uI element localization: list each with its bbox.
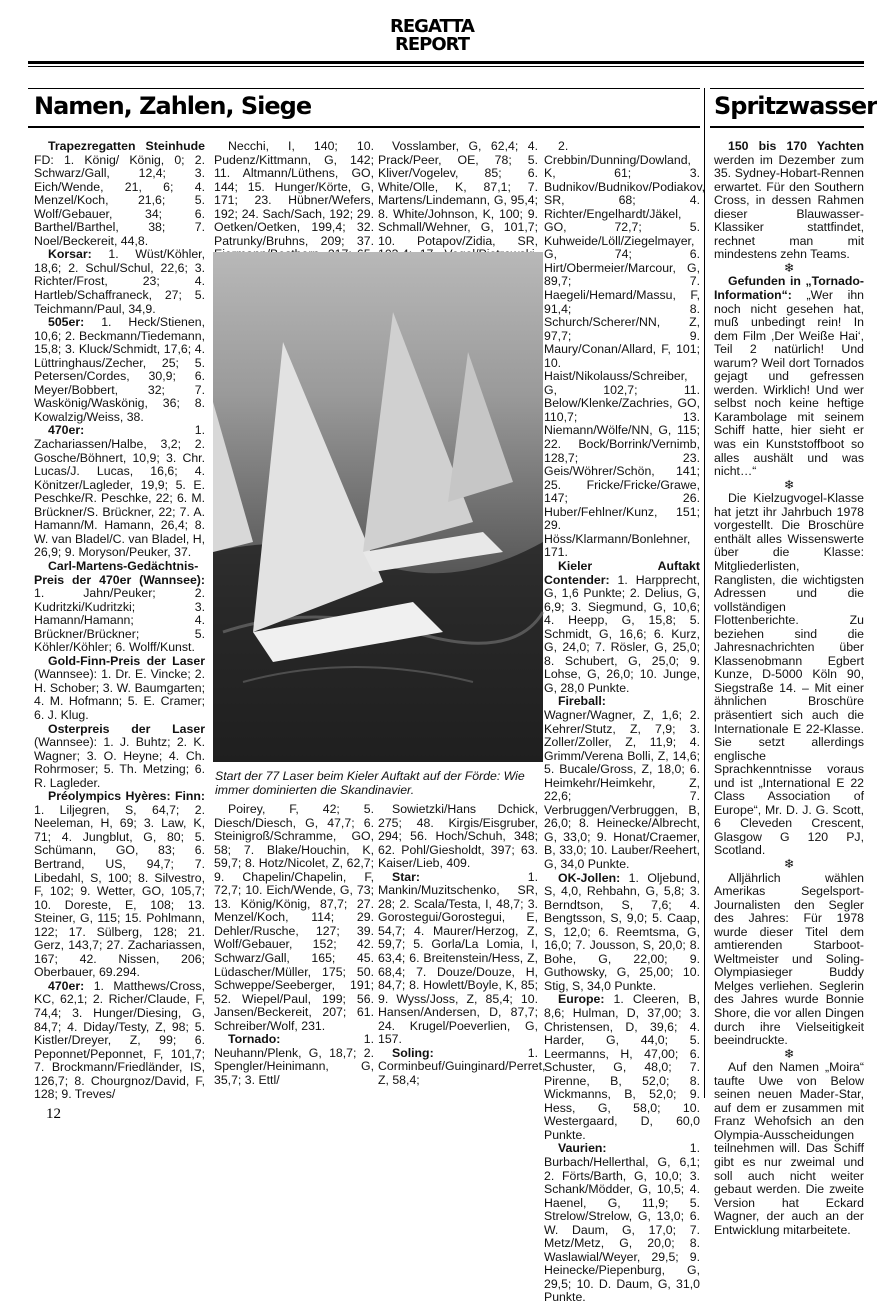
paragraph <box>714 1061 864 1237</box>
headline-underline-left <box>28 126 700 128</box>
laser-sail <box>253 342 383 632</box>
paragraph <box>714 492 864 858</box>
paragraph <box>34 723 205 791</box>
paragraph-text: FD: 1. König/ König, 0; 2. Schwarz/Gall, 12,4; 3. Eich/Wende, 21, 6; 4. Menzel/Koch, 21,6; 5. Wolf/Gebauer, 34; 6. Barthel/Barthel, 38; 7. Noel/Beckereit, 44,8. <box>34 152 205 248</box>
paragraph <box>214 803 374 1033</box>
laser-sail <box>363 312 473 552</box>
paragraph <box>544 872 700 994</box>
paragraph-text: Poirey, F, 42; 5. Diesch/Diesch, G, 47,7; 6. Steinigroß/Schramme, GO, 58; 7. Blake/Houchin, K, 59,7; 8. Hotz/Nicolet, Z, 62,7; 9. Chapelin/Chapelin, F, 72,7; 10. Eich/Wende, G, 73; 13. König/König, 87,7; 27. Menzel/Koch, 114; 29. Dehler/Rusche, 127; 39. Wolf/Gebauer, 152; 42. Schwarz/Gall, 165; 45. Lüdascher/Müller, 175; 50. Schweppe/Seeberger, 191; 52. Wiepel/Paul, 199; 56. Jansen/Beckereit, 207; 61. Schreiber/Wolf, 231. <box>214 802 374 1033</box>
paragraph-lead: Soling: <box>392 1045 434 1060</box>
paragraph-text: Auf den Namen „Moira“ taufte Uwe von Below seinen neuen Mader-Star, auf dem er zusammen mit Franz Wehofsich an den Olympia-Ausscheidungen teilnehmen will. Das Schiff gibt es nur zweimal und soll auch nicht weiter gebaut werden. Die zweite Version hat Eckard Wagner, der auch an der Entwicklung mitarbeitete. <box>714 1060 864 1237</box>
results-column-2-bottom <box>214 803 374 1096</box>
paragraph <box>714 275 864 478</box>
paragraph-text: (Wannsee): 1. Dr. E. Vincke; 2. H. Schober; 3. W. Baumgarten; 4. M. Hofmann; 5. E. Cramer; 6. J. Klug. <box>34 667 205 722</box>
paragraph <box>378 803 538 871</box>
paragraph-text: 1. Neuhann/Plenk, G, 18,7; 2. Spengler/Heinimann, G, 35,7; 3. Ettl/ <box>214 1032 374 1087</box>
paragraph-lead: Osterpreis der Laser <box>48 721 205 736</box>
laser-start-photo <box>213 252 543 762</box>
laser-sail <box>448 352 513 502</box>
paragraph-lead: 505er: <box>48 315 85 330</box>
side-headline: Spritzwasser <box>714 92 877 120</box>
paragraph <box>34 980 205 1102</box>
paragraph <box>544 560 700 695</box>
paragraph-lead: Tornado: <box>228 1032 281 1047</box>
paragraph-text: Alljährlich wählen Amerikas Segelsport-Journalisten den Segler des Jahres: Für 1978 wurde dieser Titel dem amtierenden Starboot-Weltmeister und Soling-Olympiasieger Buddy Melges verliehen. Seglerin des Jahres wurde Bonnie Shore, die vor allen Dingen durch ihre Vielseitigkeit beeindruckte. <box>714 870 864 1048</box>
paragraph-text: 1. Matthews/Cross, KC, 62,1; 2. Richer/Claude, F, 74,4; 3. Hunger/Diesing, G, 84,7; 4. Diday/Testy, Z, 98; 5. Kistler/Dreyer, Z, 99; 6. Peponnet/Peponnet, F, 101,7; 7. Brockmann/Friedländer, IS, 126,7; 8. Chourgnoz/David, F, 128; 9. Treves/ <box>34 978 205 1102</box>
paragraph-text: 1. Cleeren, B, 8,6; Hulman, D, 37,00; 3. Christensen, D, 39,6; 4. Harder, G, 44,0; 5. Leermanns, H, 47,00; 6. Schuster, G, 48,0; 7. Pirenne, B, 52,0; 8. Wickmanns, B, 52,0; 9. Hess, G, 58,0; 10. Westergaard, D, 60,0 Punkte. <box>544 992 700 1142</box>
paragraph-text: 1. Liljegren, S, 64,7; 2. Neeleman, H, 69; 3. Law, K, 71; 4. Jungblut, G, 80; 5. Schümann, GO, 83; 6. Bertrand, US, 94,7; 7. Libedahl, S, 100; 8. Silvestro, F, 102; 9. Wetter, GO, 105,7; 10. Doreste, E, 108; 13. Steiner, G, 115; 15. Pohlmann, 122; 17. Sülberg, 128; 21. Gerz, 143,7; 27. Zachariassen, 167; 42. Nissen, 206; Oberbauer, 69.294. <box>34 802 205 980</box>
results-column-2-top <box>214 140 374 252</box>
snowflake-separator: ❄ <box>783 856 795 871</box>
paragraph-lead: OK-Jollen: <box>558 870 621 885</box>
paragraph-lead: 470er: <box>48 423 85 438</box>
paragraph-text: Die Kielzugvogel-Klasse hat jetzt ihr Jahrbuch 1978 vorgestellt. Die Broschüre enthält alles Wissenswerte über die Klasse: Mitgliederlisten, Ranglisten, die wichtigsten Adressen und die vollständigen Flottenberichte. Zu beziehen sind die Jahresnachrichten über Klassenobmann Egbert Kunze, D-5000 Köln 90, Siegstraße 14. – Mit einer ähnlichen Broschüre präsentiert sich auch die Internationale E 22-Klasse. Sie setzt allerdings englische Sprachkenntnisse voraus und ist „International E 22 Class Association of Europe“, Mr. D. J. G. Scott, 6 Cleveden Crescent, Glasgow G 120 PJ, Scotland. <box>714 491 864 858</box>
paragraph-text: 1. Burbach/Hellerthal, G, 6,1; 2. Förts/Barth, G, 10,0; 3. Schank/Mödder, G, 10,5; 4. Haenel, G, 11,9; 5. Strelow/Strelow, G, 13,0; 6. W. Daum, G, 17,0; 7. Metz/Metz, G, 20,0; 8. Waslawial/Weyer, 29,5; 9. Heinecke/Piepenburg, G, 29,5; 10. D. Daum, G, 31,0 Punkte. <box>544 1141 700 1305</box>
paragraph <box>714 140 864 262</box>
paragraph-lead: Gefunden in „Tornado-Information“: <box>714 274 864 303</box>
top-rule-thin <box>28 66 864 67</box>
paragraph-text: 1. Jahn/Peuker; 2. Kudritzki/Kudritzki; 3. Hamann/Hamann; 4. Brückner/Brückner; 5. Köhler/Köhler; 6. Wolff/Kunst. <box>34 586 205 655</box>
main-headline: Namen, Zahlen, Siege <box>34 92 312 120</box>
paragraph-lead: Trapezregatten Steinhude <box>48 139 205 153</box>
kicker-line-2: REPORT <box>395 34 469 55</box>
paragraph <box>714 872 864 1048</box>
paragraph-lead: Star: <box>392 869 421 884</box>
section-kicker <box>0 18 864 54</box>
spritzwasser-column <box>714 139 864 1237</box>
paragraph-text: 1. Wüst/Köhler, 18,6; 2. Schul/Schul, 22,6; 3. Richter/Frost, 23; 4. Hartleb/Schaffraneck, 27; 5. Teichmann/Paul, 34,9. <box>34 247 205 316</box>
paragraph-lead: Kieler Auftakt Contender: <box>544 558 700 587</box>
paragraph-text: 1. Oljebund, S, 4,0, Rehbahn, G, 5,8; 3. Berndtson, S, 7,6; 4. Bengtsson, S, 9,0; 5. Caap, S, 12,0; 6. Reemtsma, G, 16,0; 7. Jousson, S, 20,0; 8. Bohe, G, 22,00; 9. Guthowsky, G, 25,00; 10. Stig, S, 34,0 Punkte. <box>544 870 700 993</box>
paragraph-lead: Fireball: <box>558 694 606 709</box>
top-rule <box>28 61 864 64</box>
headline-rule-right <box>710 88 864 89</box>
paragraph <box>34 424 205 559</box>
paragraph-text: 1. Zachariassen/Halbe, 3,2; 2. Gosche/Böhnert, 10,9; 3. Chr. Lucas/J. Lucas, 16,6; 4. Könitzer/Lagleder, 19,9; 5. E. Peschke/R. Peschke, 22; 6. M. Brückner/S. Brückner, 22; 7. A. Hamann/M. Hamann, 26,4; 8. W. van Bladel/C. van Bladel, H, 26,9; 9. Moryson/Peuker, 37. <box>34 423 205 560</box>
kicker-line-1: REGATTA <box>390 16 474 37</box>
results-column-4 <box>544 139 706 1305</box>
paragraph <box>214 1033 374 1087</box>
paragraph <box>544 695 700 871</box>
paragraph <box>34 655 205 723</box>
snowflake-separator: ❄ <box>783 260 795 275</box>
paragraph-lead: Préolympics Hyères: Finn: <box>48 789 205 804</box>
paragraph-lead: Carl-Martens-Gedächtnis-Preis der 470er (Wannsee): <box>34 558 205 587</box>
page-number: 12 <box>46 1106 61 1122</box>
results-column-1 <box>34 139 205 1102</box>
paragraph-lead: Gold-Finn-Preis der Laser <box>48 653 205 668</box>
paragraph-text: Necchi, I, 140; 10. Pudenz/Kittmann, G, 142; 11. Altmann/Lüthens, GO, 144; 15. Hunger/Körte, G, 171; 23. Hübner/Wefers, 192; 24. Sach/Sach, 192; 29. Oetken/Oetken, 199,4; 32. Patrunky/Bruhns, 209; 37. <box>214 139 374 248</box>
snowflake-separator: ❄ <box>783 477 795 492</box>
results-column-3-bottom <box>378 802 546 1096</box>
paragraph <box>544 139 706 560</box>
paragraph <box>34 560 205 655</box>
paragraph-text: Sowietzki/Hans Dchick, 275; 48. Kirgis/Eisgruber, 294; 56. Hoch/Schuh, 348; 62. Pohl/Giesholdt, 397; 63. Kaiser/Lieb, 409. <box>378 802 538 871</box>
paragraph <box>378 871 538 1047</box>
paragraph-text: „Wer ihn noch nicht gesehen hat, muß unbedingt rein! In dem Film ,Der Weiße Hai‘, Teil 2 natürlich! Und warum? Weil dort Tornados gejagt und gefressen werden. Wirklich! Und wer selbst noch keine heftige Karambolage mit seinem Schiff hatte, hier sieht er was ein Kunststoffboot so alles aushält und was nicht…“ <box>714 288 864 479</box>
photo-caption: Start der 77 Laser beim Kieler Auftakt auf der Förde: Wie immer dominierten die Skandinavier. <box>215 769 525 797</box>
headline-underline-right <box>710 126 864 128</box>
paragraph <box>544 1142 700 1305</box>
laser-sail <box>213 402 253 552</box>
paragraph-text: Vosslamber, G, 62,4; 4. Prack/Peer, OE, 78; 5. Kliver/Vogelev, 85; 6. White/Olle, K, 87,1; 7. Martens/Lindemann, G, 95,4; 8. White/Johnson, K, 100; 9. Schmall/Wehner, G, 101,7; 10. Potapov/Zidia, SR, <box>378 139 538 248</box>
paragraph <box>34 790 205 980</box>
headline-rule-left <box>28 88 700 89</box>
regatta-photo <box>213 252 543 762</box>
paragraph-text: Wagner/Wagner, Z, 1,6; 2. Kehrer/Stutz, Z, 7,9; 3. Zoller/Zoller, Z, 11,9; 4. Grimm/Verena Bolli, Z, 14,6; 5. Bucale/Gross, Z, 18,0; 6. Heimkehr/Heimkehr, Z, 22,6; 7. Verbruggen/Verbruggen, B, 26,0; 8. Heinecke/Albrecht, G, 33,0; 9. Honat/Craemer, B, 33,0; 10. Lauber/Reehert, G, 34,0 Punkte. <box>544 707 700 871</box>
paragraph <box>34 140 205 248</box>
paragraph <box>34 316 205 424</box>
snowflake-separator: ❄ <box>783 1046 795 1061</box>
paragraph-text: 1. Harpprecht, G, 1,6 Punkte; 2. Delius, G, 6,9; 3. Siegmund, G, 10,6; 4. Heepp, G, 15,8; 5. Schmidt, G, 16,6; 6. Kurz, G, 24,0; 7. Rösler, G, 25,0; 8. Schubert, G, 25,0; 9. Lohse, G, 26,0; 10. Junge, G, 28,0 Punkte. <box>544 572 700 695</box>
column-divider <box>704 88 705 1098</box>
paragraph <box>378 1045 546 1088</box>
paragraph-lead: 470er: <box>48 978 85 993</box>
paragraph-lead: Europe: <box>558 992 605 1007</box>
paragraph-lead: Korsar: <box>48 247 92 262</box>
paragraph-lead: Vaurien: <box>558 1141 607 1156</box>
paragraph-text: 1. Mankin/Muzitschenko, SR, 28; 2. Scala/Testa, I, 48,7; 3. Gorostegui/Gorostegui, E, 54,7; 4. Maurer/Herzog, Z, 59,7; 5. Gorla/La Lomia, I, 63,4; 6. Breitenstein/Hess, Z, 68,4; 7. Douze/Douze, H, 84,7; 8. Howlett/Boyle, K, 85; 9. Wyss/Joss, Z, 85,4; 10. Hansen/Andersen, D, 87,7; 24. Krugel/Poeverlien, G, 157. <box>378 869 538 1047</box>
paragraph <box>34 248 205 316</box>
paragraph <box>544 993 700 1142</box>
paragraph-text: werden im Dezember zum 35. Sydney-Hobart-Rennen erwartet. Für den Southern Cross, in dessen Rahmen dieser Blauwasser-Klassiker stattfindet, rechnet man mit mindestens zehn Teams. <box>714 152 864 262</box>
paragraph-text: 1. Heck/Stienen, 10,6; 2. Beckmann/Tiedemann, 15,8; 3. Kluck/Schmidt, 17,6; 4. Lüttringhaus/Zecher, 25; 5. Petersen/Cordes, 30,9; 6. Meyer/Bobbert, 32; 7. Waskönig/Waskönig, 36; 8. Kowalzig/Weiss, 38. <box>34 315 205 424</box>
results-column-3-top <box>378 140 538 252</box>
paragraph-text: 2. Crebbin/Dunning/Dowland, K, 61; 3. Budnikov/Budnikov/Podiakov, SR, 68; 4. Richter/Engelhardt/Jäkel, GO, 72,7; 5. Kuhweide/Löll/Ziegelmayer, G, 74; 6. Hirt/Obermeier/Marcour, G, 89,7; 7. Haegeli/Hemard/Massu, F, 91,4; 8. Schurch/Scherer/NN, Z, 97,7; 9. Maury/Conan/Allard, F, 101; 10. Haist/Nikolauss/Schreiber, G, 102,7; 11. Below/Klenke/Zachries, GO, 110,7; 13. Niemann/Wölfe/NN, G, 115; 22. Bock/Borrink/Vernimb, 128,7; 23. Geis/Wöhrer/Schön, 141; 25. Fricke/Fricke/Grawe, 147; 26. Huber/Fehlner/Kunz, 151; 29. Höss/Klarmann/Bonlehner, 171. <box>544 139 706 560</box>
paragraph-lead: 150 bis 170 Yachten <box>728 139 864 153</box>
paragraph-text: 1. Corminbeuf/Guinginard/Perret, Z, 58,4; <box>378 1045 546 1087</box>
paragraph-text: (Wannsee): 1. J. Buhtz; 2. K. Wagner; 3. O. Heyne; 4. Ch. Rohrmoser; 5. Th. Metzing; 6. R. Lagleder. <box>34 735 205 790</box>
